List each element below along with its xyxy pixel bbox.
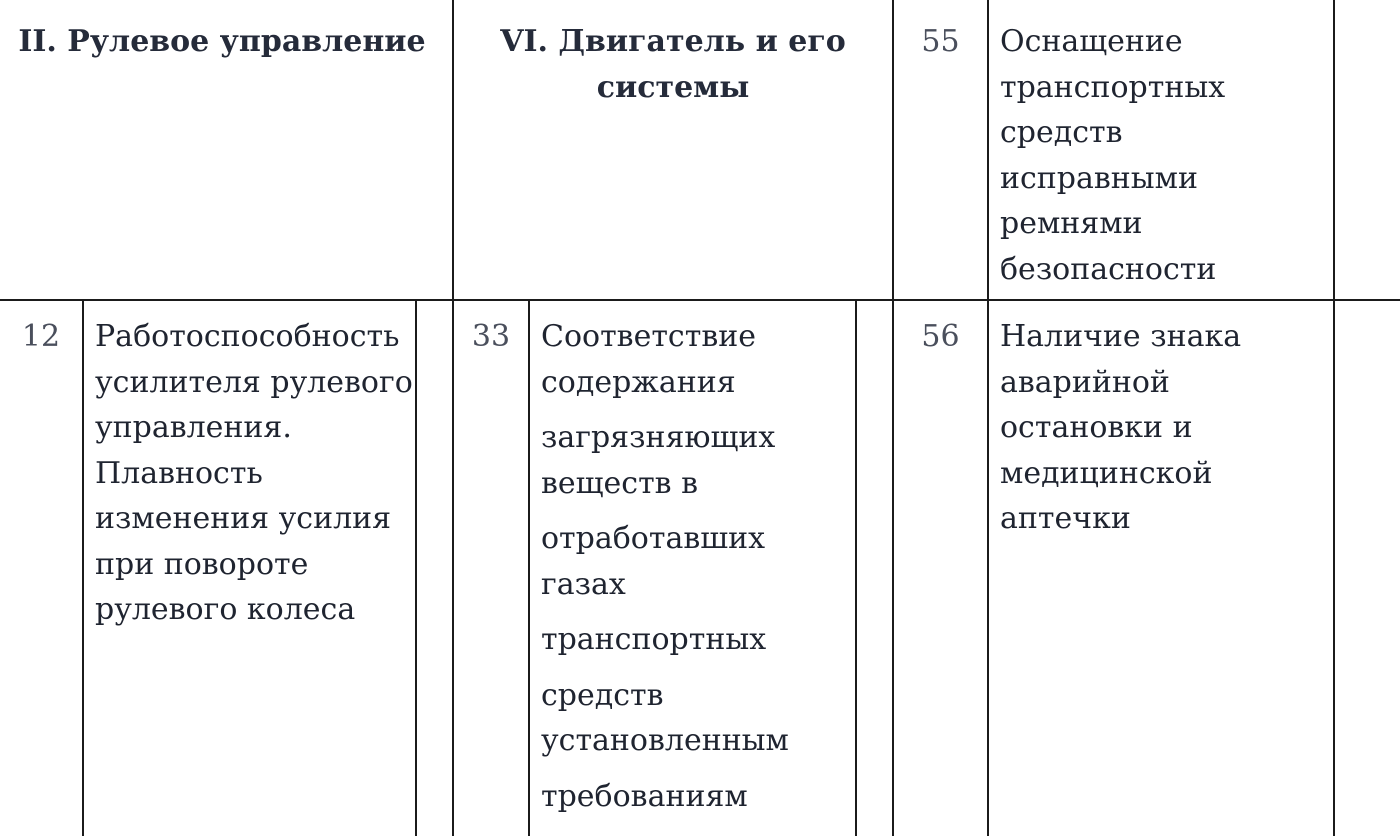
section-heading-engine-line: системы <box>596 69 750 105</box>
item-text-line: аварийной <box>1000 364 1170 400</box>
item-text-line: аптечки <box>1000 501 1131 536</box>
item-text-line: требованиям <box>541 778 748 814</box>
item-text-line: Оснащение <box>1000 24 1183 59</box>
item-number-33: 33 <box>471 319 511 354</box>
item-number-55: 55 <box>921 24 960 59</box>
column-divider <box>452 0 454 836</box>
item-text-line: медицинской <box>1000 455 1213 491</box>
item-text-line: Соответствие <box>541 319 756 354</box>
item-text-line: Наличие знака <box>1000 319 1242 354</box>
item-number-12: 12 <box>21 319 61 354</box>
item-text-line: при повороте <box>95 546 309 582</box>
column-divider <box>855 300 857 836</box>
item-text-line: исправными <box>1000 160 1198 196</box>
item-text-12 <box>95 314 413 633</box>
item-text-line: рулевого колеса <box>95 592 356 627</box>
item-text-line: отработавших <box>541 521 766 556</box>
item-text-line: ремнями <box>1000 206 1143 241</box>
item-text-line: безопасности <box>1000 251 1217 287</box>
column-divider <box>82 300 84 836</box>
item-text-56 <box>1000 314 1241 542</box>
item-text-line: управления. <box>95 410 292 445</box>
section-heading-steering: II. Рулевое управление <box>18 24 426 59</box>
section-heading-engine-line: VI. Двигатель и его <box>500 24 846 59</box>
item-text-55 <box>1000 19 1225 292</box>
section-heading-engine <box>454 19 892 110</box>
column-divider <box>892 0 894 836</box>
column-divider <box>528 300 530 836</box>
item-text-line: транспортных <box>541 622 767 657</box>
item-text-line: веществ в <box>541 465 699 501</box>
item-text-line: содержания <box>541 364 736 400</box>
item-text-line: установленным <box>541 723 789 758</box>
item-text-line: Плавность <box>95 455 263 491</box>
item-text-line: газах <box>541 566 626 602</box>
column-divider <box>1333 0 1335 836</box>
item-text-line: средств <box>1000 115 1123 150</box>
column-divider <box>987 0 989 836</box>
item-text-33 <box>541 314 789 819</box>
item-text-line: усилителя рулевого <box>95 364 413 400</box>
item-text-line: транспортных <box>1000 69 1226 105</box>
item-text-line: остановки и <box>1000 410 1193 445</box>
item-text-line: изменения усилия <box>95 501 392 536</box>
item-text-line: загрязняющих <box>541 420 776 455</box>
item-text-line: Работоспособность <box>95 319 400 354</box>
item-text-line: средств <box>541 677 664 713</box>
column-divider <box>415 300 417 836</box>
row-divider <box>0 299 1400 301</box>
item-number-56: 56 <box>921 319 960 354</box>
